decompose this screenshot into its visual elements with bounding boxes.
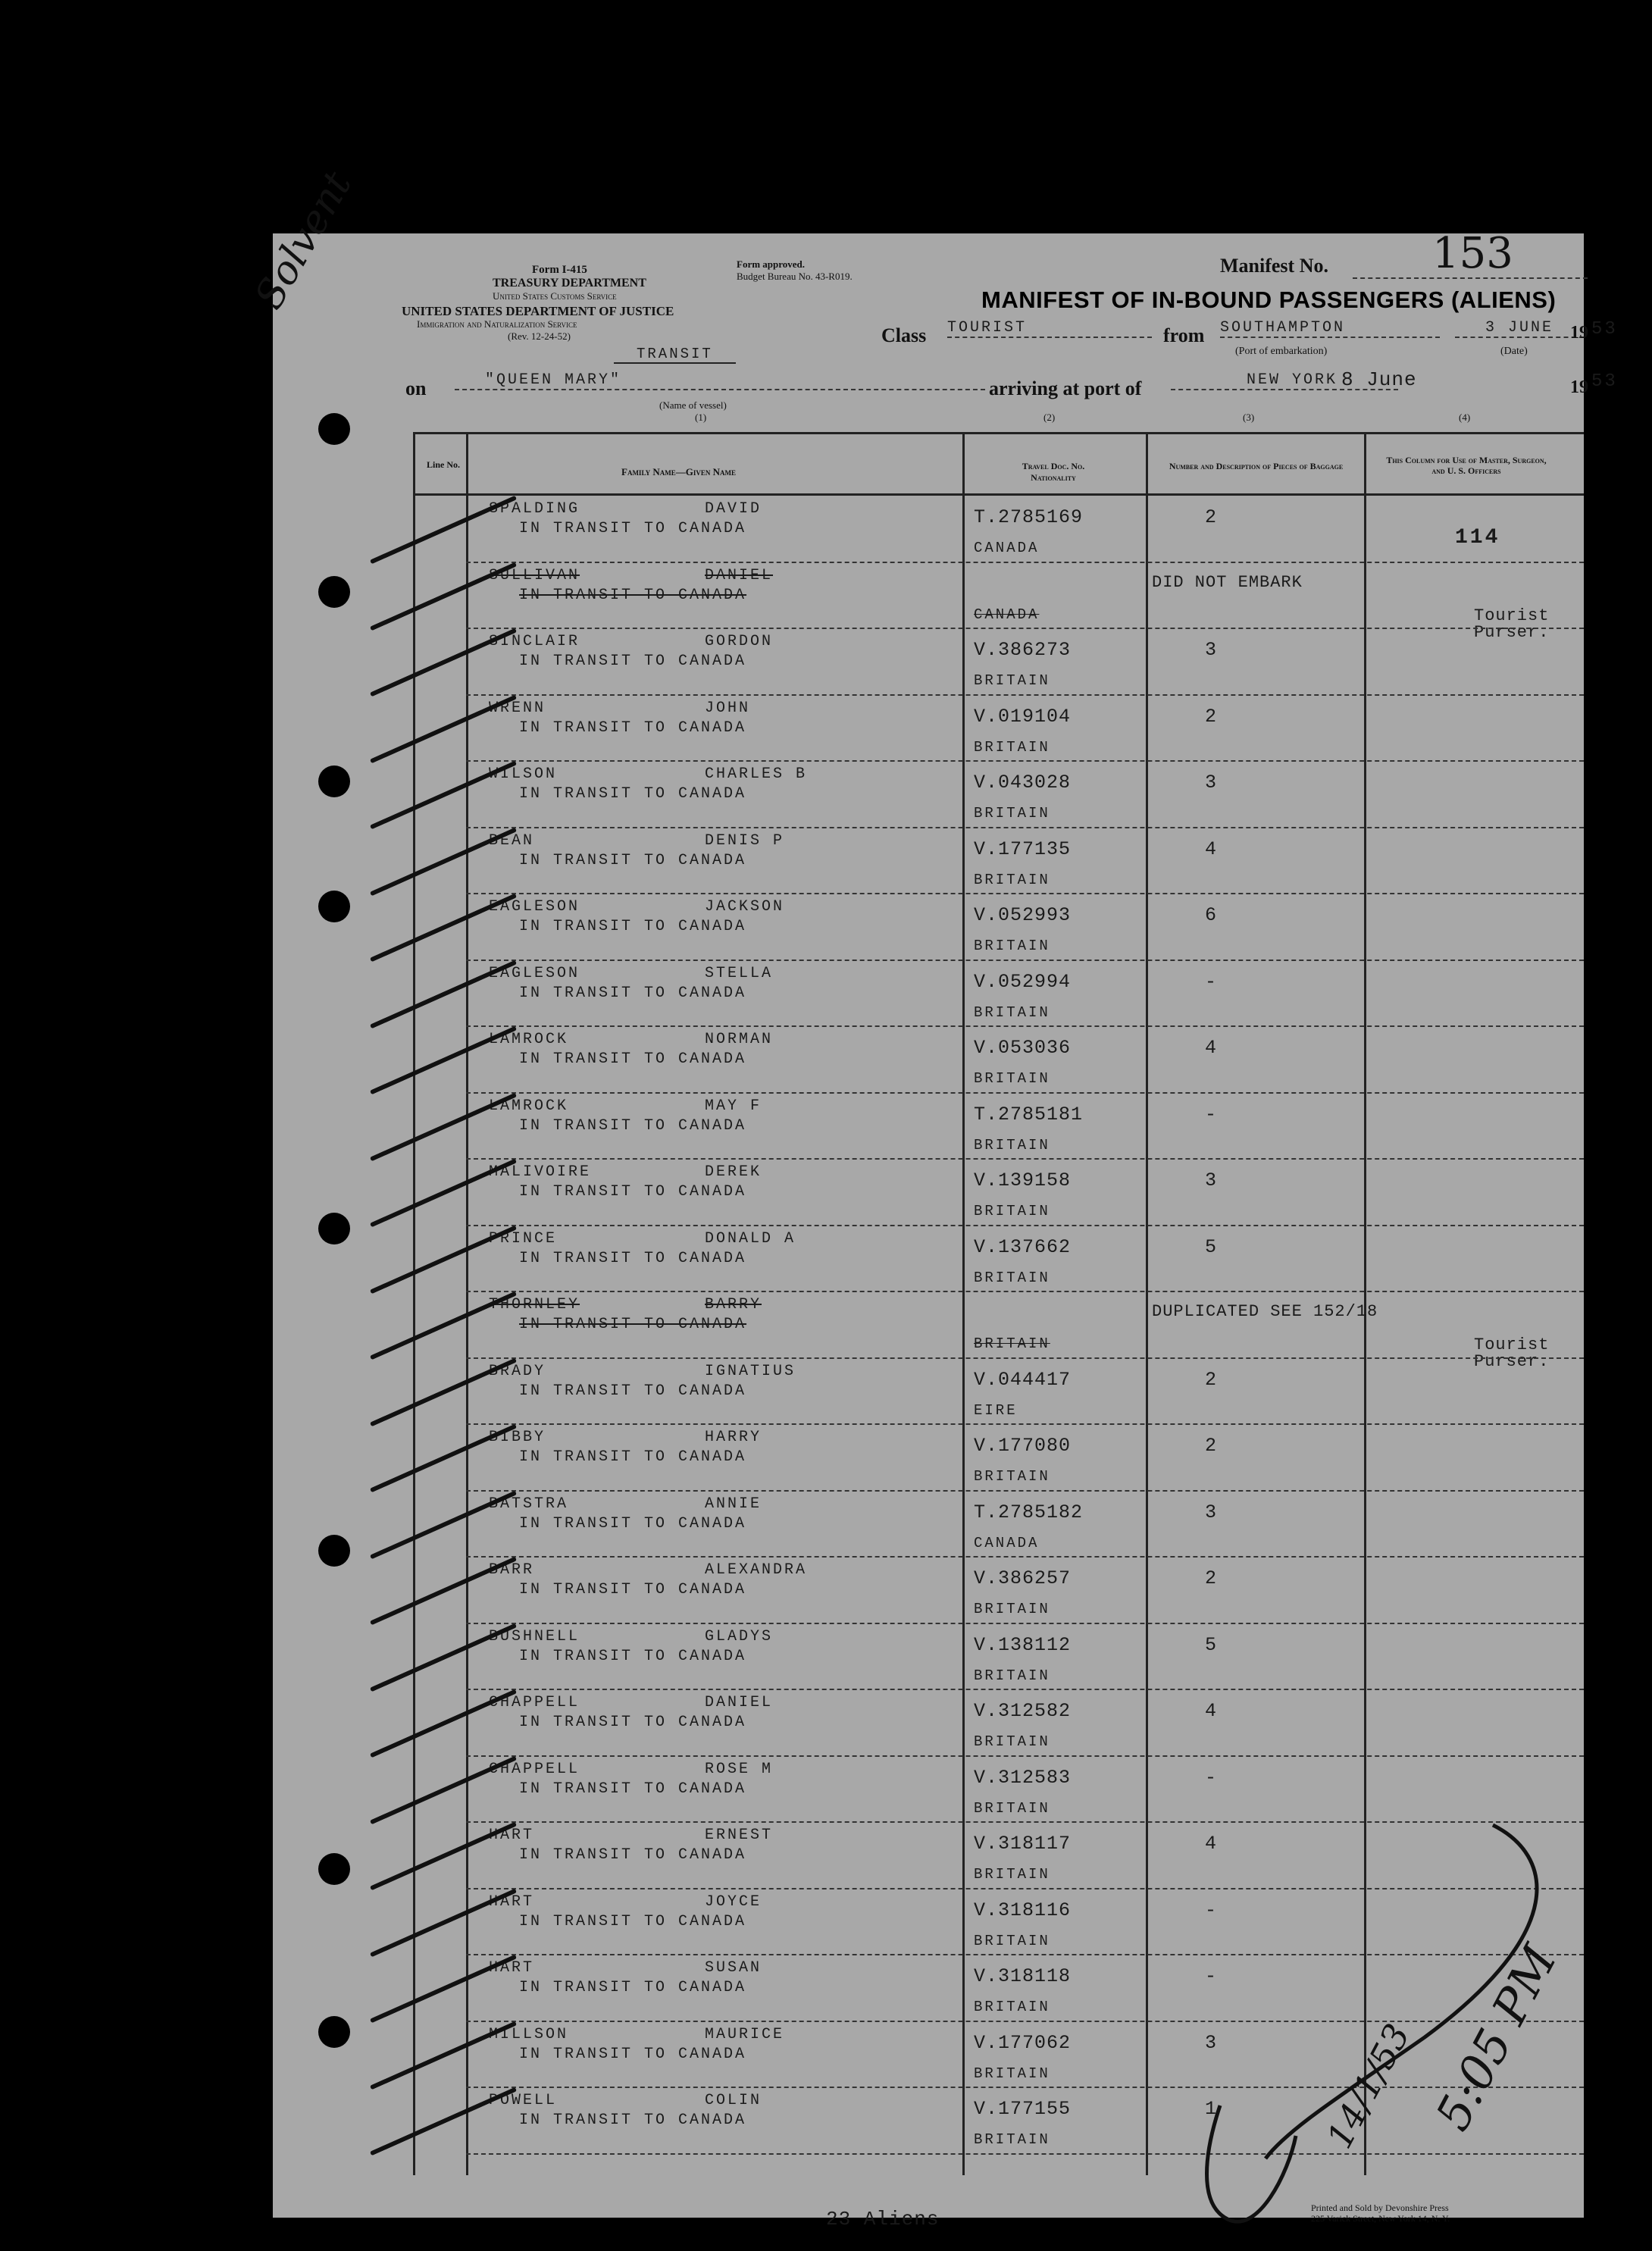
manifest-label: Manifest No. (1220, 255, 1328, 277)
transit-note: IN TRANSIT TO CANADA (519, 1183, 747, 1201)
vessel-caption: (Name of vessel) (659, 399, 727, 411)
punch-hole (318, 413, 350, 445)
family-name: BRADY (489, 1362, 546, 1380)
family-name: POWELL (489, 2092, 558, 2109)
baggage-count: 6 (1205, 904, 1219, 926)
transit-note: IN TRANSIT TO CANADA (519, 2045, 747, 2063)
punch-hole (318, 576, 350, 608)
name-header: Family Name—Given Name (621, 466, 737, 477)
family-name: EAGLESON (489, 964, 580, 982)
row-divider (466, 694, 1584, 696)
family-name: SINCLAIR (489, 633, 580, 650)
nationality: BRITAIN (974, 1070, 1050, 1087)
nationality: CANADA (974, 540, 1040, 556)
col3-number: (3) (1243, 412, 1255, 423)
family-name: HART (489, 1959, 535, 1977)
baggage-header: Number and Description of Pieces of Baggage (1169, 461, 1344, 471)
nationality: BRITAIN (974, 1136, 1050, 1154)
baggage-count: 5 (1205, 1235, 1219, 1258)
arrival-date: 8 June (1341, 368, 1417, 391)
baggage-count: 3 (1205, 639, 1219, 661)
row-divider (466, 960, 1584, 961)
punch-hole (318, 891, 350, 922)
row-divider (466, 827, 1584, 828)
family-name: BUSHNELL (489, 1627, 580, 1645)
punch-hole (318, 1853, 350, 1885)
col1-number: (1) (695, 412, 707, 423)
row-divider (466, 1225, 1584, 1226)
transit-note: IN TRANSIT TO CANADA (519, 1979, 747, 1996)
class-label: Class (881, 324, 927, 346)
family-name: PRINCE (489, 1229, 558, 1248)
given-name: GLADYS (705, 1627, 774, 1645)
family-name: CHAPPELL (489, 1694, 580, 1711)
nationality: BRITAIN (974, 2131, 1050, 2148)
baggage-count: 3 (1205, 1501, 1219, 1523)
row-divider (466, 628, 1584, 629)
given-name: GORDON (705, 633, 774, 650)
baggage-count: - (1205, 1766, 1219, 1789)
row-divider (466, 1689, 1584, 1690)
given-name: HARRY (705, 1429, 762, 1446)
travel-doc-no: V.139158 (974, 1169, 1072, 1191)
nationality: BRITAIN (974, 805, 1050, 822)
given-name: NORMAN (705, 1031, 774, 1048)
vessel-name: "QUEEN MARY" (455, 371, 985, 390)
travel-doc-no: V.318117 (974, 1833, 1072, 1855)
travel-doc-no: V.318118 (974, 1965, 1072, 1987)
nationality: CANADA (974, 1534, 1040, 1551)
printer-line-2: 225 Varick Street, New York 14, N. Y. (1311, 2213, 1450, 2224)
family-name: BEAN (489, 831, 535, 850)
budget-bureau: Budget Bureau No. 43-R019. (737, 271, 853, 282)
travel-doc-no: V.177135 (974, 837, 1072, 860)
year-prefix-2: 19 (1570, 377, 1588, 397)
family-name: MILLSON (489, 2025, 569, 2043)
class-value: TOURIST (947, 319, 1152, 338)
family-name: SULLIVAN (489, 566, 580, 584)
family-name: LAMROCK (489, 1031, 569, 1048)
given-name: DONALD A (705, 1229, 796, 1248)
transit-note: IN TRANSIT TO CANADA (519, 719, 747, 737)
baggage-count: DUPLICATED SEE 152/18 (1152, 1302, 1378, 1321)
date-caption: (Date) (1500, 346, 1528, 357)
travel-doc-no: V.137662 (974, 1235, 1072, 1258)
baggage-count: - (1205, 1899, 1219, 1921)
given-name: ROSE M (705, 1760, 774, 1778)
given-name: CHARLES B (705, 765, 808, 783)
given-name: DENIS P (705, 831, 785, 850)
given-name: DANIEL (705, 1694, 774, 1711)
row-divider (466, 1755, 1584, 1757)
baggage-count: 3 (1205, 2031, 1219, 2054)
transit-note: IN TRANSIT TO CANADA (519, 1448, 747, 1466)
arriving-label: arriving at port of (989, 377, 1142, 399)
family-name: BIBBY (489, 1429, 546, 1446)
baggage-count: 2 (1205, 1368, 1219, 1391)
baggage-count: 2 (1205, 506, 1219, 528)
transit-note: IN TRANSIT TO CANADA (519, 851, 747, 869)
treasury-dept: TREASURY DEPARTMENT (493, 277, 646, 290)
customs-service: United States Customs Service (493, 290, 617, 302)
transit-note: IN TRANSIT TO CANADA (519, 1316, 747, 1333)
nationality: BRITAIN (974, 1003, 1050, 1021)
transit-note: IN TRANSIT TO CANADA (519, 1249, 747, 1267)
col2-number: (2) (1043, 412, 1056, 423)
nationality: BRITAIN (974, 1468, 1050, 1485)
year-prefix-1: 19 (1570, 323, 1588, 343)
nationality: BRITAIN (974, 1203, 1050, 1219)
family-name: THORNLEY (489, 1296, 580, 1313)
transit-note: IN TRANSIT TO CANADA (519, 984, 747, 1002)
nationality: BRITAIN (974, 1999, 1050, 2015)
travel-doc-no: V.138112 (974, 1633, 1072, 1656)
arrival-port: NEW YORK (1171, 371, 1398, 390)
baggage-count: 4 (1205, 1037, 1219, 1059)
officer-note: Tourist Purser. (1474, 1335, 1550, 1371)
travel-doc-no: V.052993 (974, 904, 1072, 926)
manifest-sheet (246, 164, 1618, 2231)
nationality: BRITAIN (974, 938, 1050, 954)
travel-doc-no: T.2785181 (974, 1103, 1084, 1126)
given-name: JOYCE (705, 1893, 762, 1911)
family-name: EAGLESON (489, 898, 580, 916)
given-name: MAY F (705, 1097, 762, 1115)
from-value: SOUTHAMPTON (1220, 319, 1440, 338)
form-number: Form I-415 (532, 264, 587, 276)
travel-doc-no: V.019104 (974, 705, 1072, 728)
given-name: DEREK (705, 1163, 762, 1181)
baggage-count: 2 (1205, 1567, 1219, 1589)
baggage-count: 3 (1205, 772, 1219, 794)
transit-note: IN TRANSIT TO CANADA (519, 1050, 747, 1068)
given-name: JOHN (705, 699, 751, 717)
baggage-count: 4 (1205, 1700, 1219, 1722)
stamp-date: 14/1/53 (1319, 2017, 1418, 2156)
punch-hole (318, 2016, 350, 2048)
row-divider (466, 1490, 1584, 1492)
transit-note: IN TRANSIT TO CANADA (519, 1714, 747, 1731)
transit-note: IN TRANSIT TO CANADA (519, 1581, 747, 1598)
transit-note: IN TRANSIT TO CANADA (519, 1514, 747, 1532)
nationality: BRITAIN (974, 871, 1050, 888)
nationality: BRITAIN (974, 1932, 1050, 1949)
baggage-count: 4 (1205, 837, 1219, 860)
baggage-count: - (1205, 1103, 1219, 1126)
nationality: BRITAIN (974, 1733, 1050, 1750)
punch-hole (318, 1535, 350, 1567)
ins-service: Immigration and Naturalization Service (417, 318, 577, 330)
travel-doc-no: V.044417 (974, 1368, 1072, 1391)
travel-doc-no: V.053036 (974, 1037, 1072, 1059)
given-name: COLIN (705, 2092, 762, 2109)
manifest-title: MANIFEST OF IN-BOUND PASSENGERS (ALIENS) (981, 286, 1557, 313)
given-name: ALEXANDRA (705, 1561, 808, 1579)
given-name: SUSAN (705, 1959, 762, 1977)
officers-header: This Column for Use of Master, Surgeon, and U. S. Officers (1386, 455, 1547, 476)
transit-note: IN TRANSIT TO CANADA (519, 918, 747, 935)
row-divider (466, 562, 1584, 563)
justice-dept: UNITED STATES DEPARTMENT OF JUSTICE (402, 304, 674, 318)
transit-note: IN TRANSIT TO CANADA (519, 1780, 747, 1798)
row-divider (466, 760, 1584, 762)
given-name: MAURICE (705, 2025, 785, 2043)
transit-note: IN TRANSIT TO CANADA (519, 785, 747, 803)
transit-note: IN TRANSIT TO CANADA (519, 2112, 747, 2129)
baggage-count: 2 (1205, 705, 1219, 728)
punch-hole (318, 1213, 350, 1244)
stamp-time: 5:05 PM (1425, 1936, 1568, 2140)
travel-doc-no: V.177080 (974, 1435, 1072, 1457)
travel-doc-no: T.2785169 (974, 506, 1084, 528)
transit-note: IN TRANSIT TO CANADA (519, 1912, 747, 1930)
given-name: DAVID (705, 500, 762, 518)
revision: (Rev. 12-24-52) (508, 330, 571, 342)
officer-number: 114 (1455, 526, 1500, 549)
transit-note: IN TRANSIT TO CANADA (519, 520, 747, 537)
transit-note: IN TRANSIT TO CANADA (519, 653, 747, 670)
transit-note: IN TRANSIT TO CANADA (519, 1116, 747, 1135)
year-2: 53 (1591, 371, 1618, 392)
row-divider (466, 1025, 1584, 1027)
manifest-number: 153 (1432, 229, 1513, 278)
travel-doc-no: V.043028 (974, 772, 1072, 794)
family-name: BATSTRA (489, 1495, 569, 1513)
punch-hole (318, 765, 350, 797)
row-divider (466, 1423, 1584, 1425)
nationality: EIRE (974, 1401, 1018, 1419)
nationality: CANADA (974, 606, 1040, 623)
travel-doc-no: V.318116 (974, 1899, 1072, 1921)
baggage-count: 3 (1205, 1169, 1219, 1191)
row-divider (466, 1291, 1584, 1292)
baggage-count: 4 (1205, 1833, 1219, 1855)
family-name: WILSON (489, 765, 558, 783)
row-divider (466, 1158, 1584, 1160)
travel-doc-no: T.2785182 (974, 1501, 1084, 1523)
on-label: on (405, 377, 427, 399)
nationality: BRITAIN (974, 1335, 1050, 1352)
baggage-count: - (1205, 970, 1219, 993)
family-name: HART (489, 1893, 535, 1911)
officer-note: Tourist Purser. (1474, 606, 1550, 642)
row-divider (466, 1623, 1584, 1624)
travel-doc-no: V.052994 (974, 970, 1072, 993)
nationality: BRITAIN (974, 1799, 1050, 1817)
nationality: BRITAIN (974, 1601, 1050, 1617)
baggage-count: 2 (1205, 1435, 1219, 1457)
given-name: BARRY (705, 1296, 762, 1313)
year-1: 53 (1591, 319, 1618, 340)
from-label: from (1163, 324, 1205, 346)
line-no-header: Line No. (426, 459, 460, 470)
form-approved: Form approved. (737, 258, 806, 270)
travel-doc-no: V.386257 (974, 1567, 1072, 1589)
nationality: BRITAIN (974, 738, 1050, 756)
row-divider (466, 1357, 1584, 1359)
col4-number: (4) (1459, 412, 1471, 423)
transit-note: IN TRANSIT TO CANADA (519, 1382, 747, 1400)
transit-note: IN TRANSIT TO CANADA (519, 586, 747, 604)
travel-doc-header: Travel Doc. No. Nationality (1022, 461, 1085, 483)
family-name: HART (489, 1827, 535, 1844)
family-name: WRENN (489, 699, 546, 717)
given-name: IGNATIUS (705, 1362, 796, 1380)
family-name: MALIVOIRE (489, 1163, 592, 1181)
embark-date: 3 JUNE (1455, 319, 1584, 338)
port-caption: (Port of embarkation) (1235, 346, 1328, 357)
travel-doc-no: V.177062 (974, 2031, 1072, 2054)
margin-signature: Solvent (246, 164, 361, 317)
row-divider (466, 1556, 1584, 1558)
transit-note: IN TRANSIT TO CANADA (519, 1647, 747, 1665)
family-name: LAMROCK (489, 1097, 569, 1115)
travel-doc-no: V.177155 (974, 2098, 1072, 2120)
travel-doc-no: V.386273 (974, 639, 1072, 661)
given-name: ANNIE (705, 1495, 762, 1513)
given-name: STELLA (705, 964, 774, 982)
given-name: JACKSON (705, 898, 785, 916)
stamp-scribble (1175, 1810, 1569, 2234)
alien-count: 23 Aliens (826, 2208, 940, 2231)
row-divider (466, 1092, 1584, 1094)
nationality: BRITAIN (974, 2065, 1050, 2082)
travel-doc-no: V.312583 (974, 1766, 1072, 1789)
nationality: BRITAIN (974, 1269, 1050, 1286)
family-name: CHAPPELL (489, 1760, 580, 1778)
given-name: ERNEST (705, 1827, 774, 1844)
baggage-count: - (1205, 1965, 1219, 1987)
row-divider (466, 893, 1584, 894)
transit-label: TRANSIT (614, 346, 736, 364)
travel-doc-no: V.312582 (974, 1700, 1072, 1722)
nationality: BRITAIN (974, 1866, 1050, 1883)
nationality: BRITAIN (974, 1667, 1050, 1684)
baggage-count: DID NOT EMBARK (1152, 572, 1303, 592)
family-name: SPALDING (489, 500, 580, 518)
nationality: BRITAIN (974, 672, 1050, 689)
printer-line-1: Printed and Sold by Devonshire Press (1311, 2202, 1449, 2213)
baggage-count: 5 (1205, 1633, 1219, 1656)
transit-note: IN TRANSIT TO CANADA (519, 1846, 747, 1864)
given-name: DANIEL (705, 566, 774, 584)
family-name: BARR (489, 1561, 535, 1579)
baggage-count: 1 (1205, 2098, 1219, 2120)
